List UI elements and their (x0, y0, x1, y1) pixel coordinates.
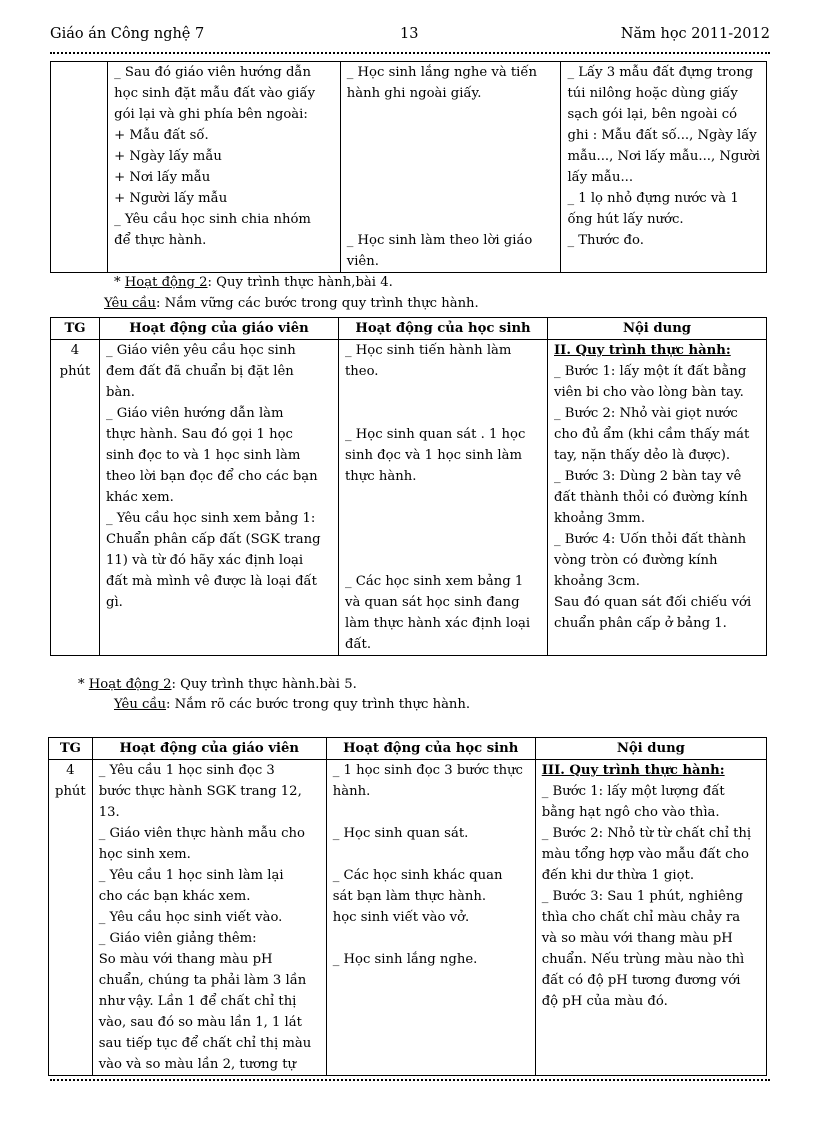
text-line: _ Yêu cầu 1 học sinh đọc 3 (98, 763, 275, 778)
text-line: thìa cho chất chỉ màu chảy ra (541, 910, 741, 925)
star: * (114, 275, 121, 290)
text-line: ống hút lấy nước. (567, 212, 684, 227)
header-right: Năm học 2011-2012 (620, 26, 770, 42)
page-number: 13 (400, 26, 419, 42)
text-line: _ Giáo viên giảng thêm: (98, 931, 257, 946)
text-line: _ Yêu cầu 1 học sinh làm lại (98, 868, 284, 883)
text-line: 13. (98, 805, 120, 820)
table-activity-4 (50, 317, 767, 656)
spacer (345, 382, 541, 424)
text-line: khoảng 3mm. (554, 511, 646, 526)
tg-list (57, 340, 93, 382)
th-content: Nội dung (548, 318, 767, 340)
text-line: _ 1 lọ nhỏ đựng nước và 1 (567, 191, 739, 206)
text-line: sạch gói lại, bên ngoài có (567, 107, 738, 122)
content-title: II. Quy trình thực hành: (554, 343, 731, 358)
teacher-list (114, 62, 334, 251)
text-line: ghi : Mẫu đất số..., Ngày lấy (567, 128, 757, 143)
student-cell (339, 340, 548, 656)
text-line: sinh đọc to và 1 học sinh làm (106, 448, 301, 463)
text-line: 4 (70, 343, 80, 358)
requirement-text: : Nắm vững các bước trong quy trình thực hành. (156, 296, 479, 311)
th-tg: TG (51, 318, 100, 340)
footer-rule (50, 1079, 770, 1081)
text-line: + Mẫu đất số. (114, 128, 209, 143)
requirement-line-2 (114, 697, 470, 712)
text-line: _ Học sinh quan sát. (332, 826, 469, 841)
text-line: sau tiếp tục để chất chỉ thị màu (98, 1036, 312, 1051)
text-line: _ Bước 3: Dùng 2 bàn tay vê (554, 469, 742, 484)
text-line: _ Học sinh làm theo lời giáo (346, 233, 533, 248)
text-line: tay, nặn thấy dẻo là được). (554, 448, 731, 463)
student-cell (326, 760, 535, 1076)
table-continued (50, 61, 767, 273)
text-line: và quan sát học sinh đang (345, 595, 520, 610)
text-line: viên bi cho vào lòng bàn tay. (554, 385, 744, 400)
tg-list (55, 760, 86, 802)
content-cell (535, 760, 766, 1076)
text-line: _ Lấy 3 mẫu đất đựng trong (567, 65, 754, 80)
text-line: lấy mẫu... (567, 170, 634, 185)
text-line: _ Giáo viên thực hành mẫu cho (98, 826, 305, 841)
text-line: _ Học sinh lắng nghe và tiến (346, 65, 537, 80)
text-line: màu tổng hợp vào mẫu đất cho (541, 847, 749, 862)
activity-line-1 (114, 275, 393, 290)
text-line: _ Yêu cầu học sinh chia nhóm (114, 212, 311, 227)
text-line: viên. (346, 254, 379, 269)
text-line: theo. (345, 364, 379, 379)
text-line: _ Học sinh quan sát . 1 học (345, 427, 526, 442)
th-student: Hoạt động của học sinh (326, 738, 535, 760)
text-line: thực hành. Sau đó gọi 1 học (106, 427, 293, 442)
header-rule (50, 52, 770, 54)
text-line: cho đủ ẩm (khi cầm thấy mát (554, 427, 750, 442)
text-line: túi nilông hoặc dùng giấy (567, 86, 738, 101)
spacer (333, 928, 529, 949)
star: * (78, 677, 85, 692)
text-line: _ Bước 2: Nhỏ vài giọt nước (554, 406, 738, 421)
spacer (345, 487, 541, 571)
text-line: + Nơi lấy mẫu (114, 170, 211, 185)
text-line: khoảng 3cm. (554, 574, 640, 589)
requirement-line-1 (104, 296, 479, 311)
text-line: _ Bước 1: lấy một lượng đất (541, 784, 725, 799)
teacher-cell (108, 62, 341, 273)
student-list-a (333, 760, 529, 802)
activity-label: Hoạt động 2 (88, 677, 172, 692)
tg-cell (51, 340, 100, 656)
text-line: 4 (66, 763, 75, 778)
tg-cell (51, 62, 108, 273)
text-line: như vậy. Lần 1 để chất chỉ thị (98, 994, 297, 1009)
text-line: _ Yêu cầu học sinh viết vào. (98, 910, 283, 925)
text-line: _ Học sinh lắng nghe. (332, 952, 478, 967)
text-line: làm thực hành xác định loại (345, 616, 531, 631)
text-line: đến khi dư thừa 1 giọt. (541, 868, 695, 883)
text-line: 11) và từ đó hãy xác định loại (106, 553, 304, 568)
student-list-b (345, 424, 541, 487)
text-line: và so màu với thang màu pH (541, 931, 733, 946)
text-line: _ Học sinh tiến hành làm (345, 343, 512, 358)
text-line: _ Bước 3: Sau 1 phút, nghiêng (541, 889, 743, 904)
text-line: sát bạn làm thực hành. (332, 889, 487, 904)
text-line: hành. (332, 784, 371, 799)
text-line: đất có độ pH tương đương với (541, 973, 741, 988)
text-line: để thực hành. (114, 233, 207, 248)
student-list-a (347, 62, 555, 104)
teacher-list (106, 340, 332, 613)
text-line: vào và so màu lần 2, tương tự (98, 1057, 297, 1072)
text-line: _ Yêu cầu học sinh xem bảng 1: (106, 511, 316, 526)
text-line: đất thành thỏi có đường kính (554, 490, 748, 505)
spacer (333, 844, 529, 865)
text-line: gì. (106, 595, 123, 610)
student-list-b (333, 823, 529, 844)
text-line: vào, sau đó so màu lần 1, 1 lát (98, 1015, 302, 1030)
teacher-cell (92, 760, 326, 1076)
content-list (542, 781, 760, 1012)
requirement-label: Yêu cầu (104, 296, 157, 311)
text-line: chuẩn phân cấp ở bảng 1. (554, 616, 727, 631)
teacher-cell (100, 340, 339, 656)
th-teacher: Hoạt động của giáo viên (100, 318, 339, 340)
text-line: cho các bạn khác xem. (98, 889, 251, 904)
content-list (554, 361, 760, 634)
text-line: khác xem. (106, 490, 174, 505)
activity-line-2 (78, 677, 357, 692)
text-line: _ Các học sinh khác quan (332, 868, 503, 883)
text-line: _ Giáo viên yêu cầu học sinh (106, 343, 296, 358)
text-line: vòng tròn có đường kính (554, 553, 718, 568)
student-cell (340, 62, 561, 273)
text-line: chuẩn. Nếu trùng màu nào thì (541, 952, 745, 967)
text-line: Sau đó quan sát đối chiếu với (554, 595, 752, 610)
text-line: độ pH của màu đó. (541, 994, 668, 1009)
student-list-b (347, 230, 555, 272)
text-line: chuẩn, chúng ta phải làm 3 lần (98, 973, 307, 988)
content-cell (561, 62, 767, 273)
text-line: phút (59, 364, 91, 379)
text-line: bàn. (106, 385, 135, 400)
text-line: đem đất đã chuẩn bị đặt lên (106, 364, 294, 379)
text-line: học sinh xem. (98, 847, 191, 862)
activity-text: : Quy trình thực hành,bài 4. (207, 275, 393, 290)
tg-cell (49, 760, 93, 1076)
text-line: theo lời bạn đọc để cho các bạn (106, 469, 318, 484)
th-teacher: Hoạt động của giáo viên (92, 738, 326, 760)
text-line: hành ghi ngoài giấy. (346, 86, 482, 101)
text-line: bằng hạt ngô cho vào thìa. (541, 805, 720, 820)
text-line: đất mà mình vê được là loại đất (106, 574, 317, 589)
th-student: Hoạt động của học sinh (339, 318, 548, 340)
requirement-label: Yêu cầu (114, 697, 167, 712)
student-list-c (345, 571, 541, 655)
text-line: _ Thước đo. (567, 233, 644, 248)
text-line: + Ngày lấy mẫu (114, 149, 222, 164)
text-line: sinh đọc và 1 học sinh làm (345, 448, 522, 463)
student-list-a (345, 340, 541, 382)
spacer (333, 802, 529, 823)
text-line: _ Bước 1: lấy một ít đất bằng (554, 364, 747, 379)
spacer (347, 104, 555, 230)
text-line: _ Các học sinh xem bảng 1 (345, 574, 524, 589)
text-line: gói lại và ghi phía bên ngoài: (114, 107, 308, 122)
text-line: _ Sau đó giáo viên hướng dẫn (114, 65, 311, 80)
text-line: Chuẩn phân cấp đất (SGK trang (106, 532, 321, 547)
text-line: phút (55, 784, 86, 799)
text-line: _ Bước 2: Nhỏ từ từ chất chỉ thị (541, 826, 752, 841)
text-line: mẫu..., Nơi lấy mẫu..., Người (567, 149, 760, 164)
requirement-text: : Nắm rõ các bước trong quy trình thực hành. (166, 697, 471, 712)
text-line: _ 1 học sinh đọc 3 bước thực (332, 763, 523, 778)
content-title: III. Quy trình thực hành: (541, 763, 725, 778)
text-line: bước thực hành SGK trang 12, (98, 784, 302, 799)
th-tg: TG (49, 738, 93, 760)
text-line: So màu với thang màu pH (98, 952, 273, 967)
text-line: + Người lấy mẫu (114, 191, 228, 206)
student-list-d (333, 949, 529, 970)
text-line: học sinh viết vào vở. (332, 910, 470, 925)
text-line: _ Bước 4: Uốn thỏi đất thành (554, 532, 747, 547)
teacher-list (99, 760, 320, 1075)
content-cell (548, 340, 767, 656)
table-activity-5 (48, 737, 767, 1076)
text-line: _ Giáo viên hướng dẫn làm (106, 406, 284, 421)
activity-text: : Quy trình thực hành.bài 5. (171, 677, 357, 692)
activity-label: Hoạt động 2 (124, 275, 208, 290)
text-line: đất. (345, 637, 372, 652)
header-left: Giáo án Công nghệ 7 (50, 26, 205, 42)
student-list-c (333, 865, 529, 928)
text-line: học sinh đặt mẫu đất vào giấy (114, 86, 316, 101)
content-list (567, 62, 760, 251)
text-line: thực hành. (345, 469, 417, 484)
th-content: Nội dung (535, 738, 766, 760)
